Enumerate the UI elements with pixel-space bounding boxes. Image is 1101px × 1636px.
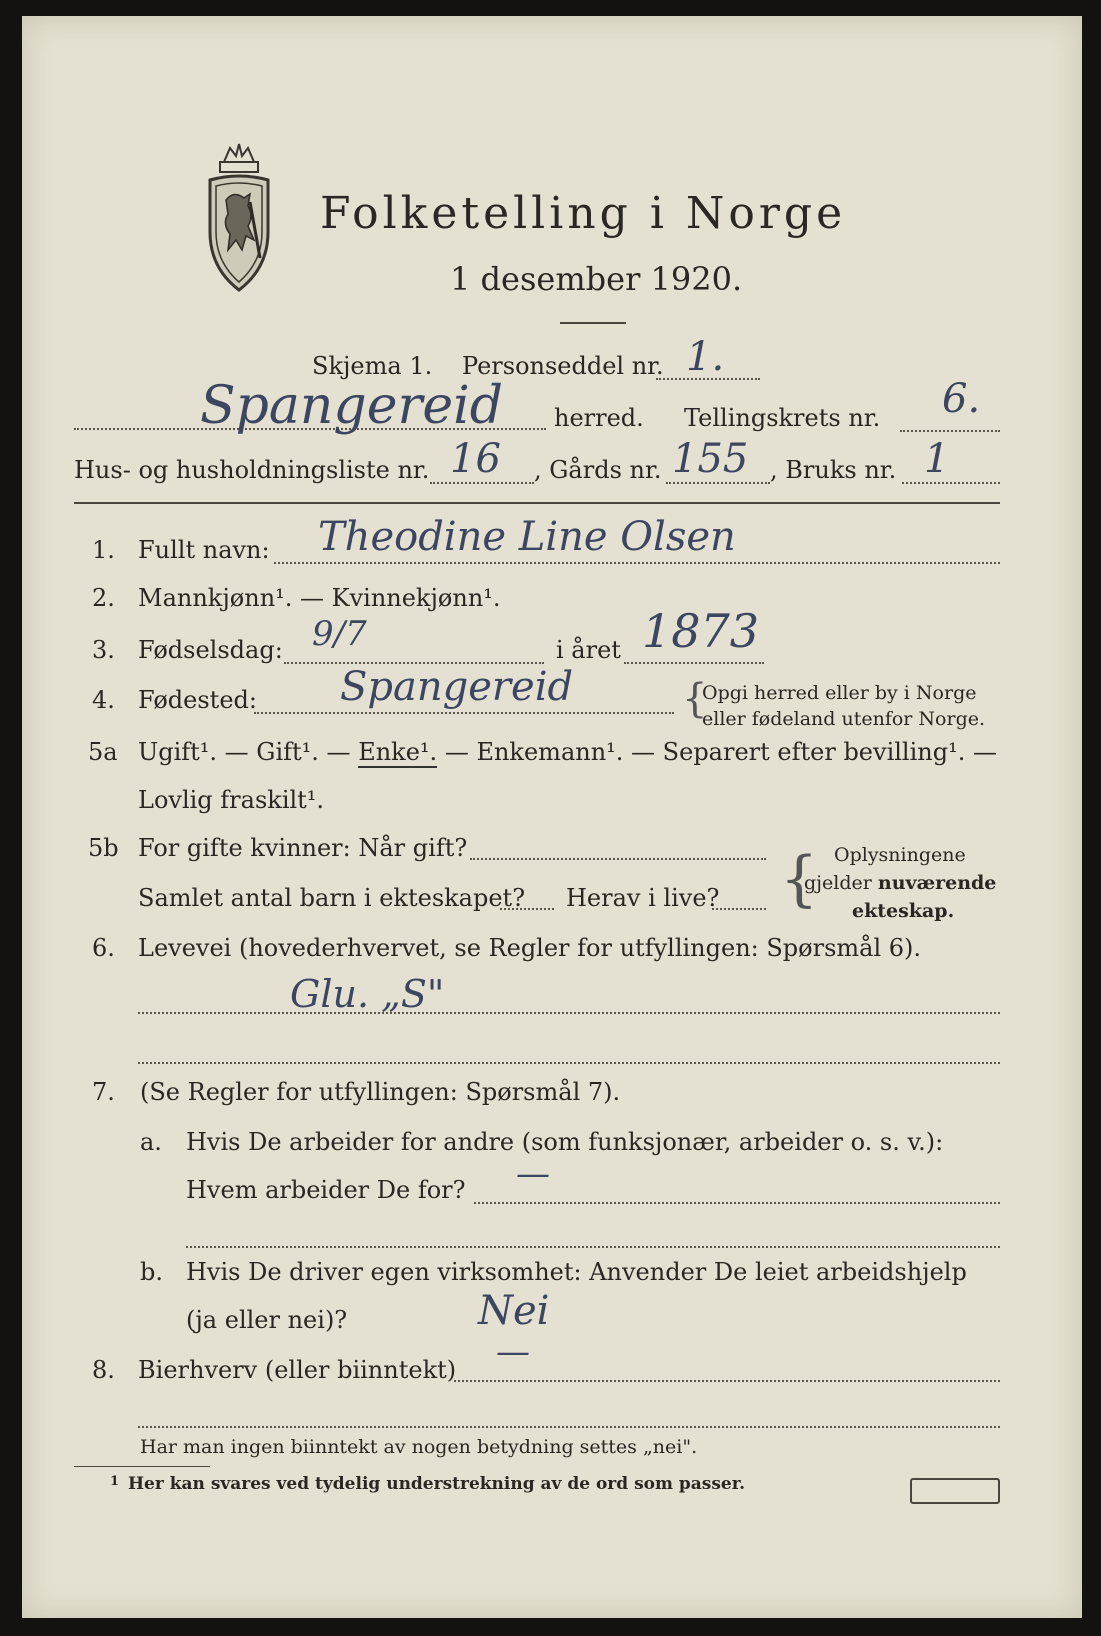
- q4-value: Spangereid: [340, 664, 574, 710]
- schema-label: Skjema 1.: [312, 352, 433, 380]
- q5b-line2a-dots: [500, 908, 554, 910]
- q5a-number: 5a: [88, 738, 118, 766]
- bruks-line: [902, 482, 1000, 484]
- footnote-mark: 1: [110, 1474, 120, 1489]
- q3-value: 9/7: [312, 614, 367, 654]
- q5a-enke: Enke¹.: [358, 738, 438, 766]
- q5b-line2b: Herav i live?: [566, 884, 720, 912]
- q7a-line2: Hvem arbeider De for?: [186, 1176, 466, 1204]
- q5b-line1-dots: [470, 858, 766, 860]
- q6-line1: [138, 1012, 1000, 1014]
- q4-note-line2: eller fødeland utenfor Norge.: [702, 708, 986, 730]
- q7a-line2-dots: [474, 1202, 1000, 1204]
- q5b-line2b-dots: [712, 908, 766, 910]
- q5b-note-line1: Oplysningene: [834, 844, 966, 866]
- q7-label: (Se Regler for utfyllingen: Spørsmål 7).: [140, 1078, 621, 1106]
- gards-value: 155: [672, 436, 749, 482]
- biinntekt-note: Har man ingen biinntekt av nogen betydning settes „nei".: [140, 1436, 698, 1458]
- q1-label: Fullt navn:: [138, 536, 270, 564]
- q6-number: 6.: [92, 934, 115, 962]
- q1-value: Theodine Line Olsen: [318, 514, 736, 560]
- q2-number: 2.: [92, 584, 115, 612]
- coat-of-arms-icon: [194, 140, 284, 295]
- tellingskrets-label: Tellingskrets nr.: [684, 404, 881, 432]
- q2-label: Mannkjønn¹. — Kvinnekjønn¹.: [138, 584, 501, 612]
- q8-line1-dots: [454, 1380, 1000, 1382]
- q5b-note-brace: {: [780, 844, 819, 914]
- personseddel-label: Personseddel nr.: [462, 352, 664, 380]
- q7b-line2: (ja eller nei)?: [186, 1306, 348, 1334]
- q7a-letter: a.: [140, 1128, 162, 1156]
- q3-year-value: 1873: [642, 604, 760, 658]
- gards-line: [666, 482, 770, 484]
- q5b-number: 5b: [88, 834, 119, 862]
- herred-label: herred.: [554, 404, 644, 432]
- q4-note-line1: Opgi herred eller by i Norge: [702, 682, 977, 704]
- q6-label: Levevei (hovederhvervet, se Regler for utfyllingen: Spørsmål 6).: [138, 934, 922, 962]
- footnote-rule: [74, 1466, 210, 1467]
- footnote-text: Her kan svares ved tydelig understrekning av de ord som passer.: [128, 1474, 746, 1494]
- bruks-label: , Bruks nr.: [770, 456, 897, 484]
- q4-number: 4.: [92, 686, 115, 714]
- header-rule: [74, 502, 1000, 504]
- form-date: 1 desember 1920.: [450, 260, 743, 298]
- census-form-sheet: [22, 16, 1082, 1618]
- q7-number: 7.: [92, 1078, 115, 1106]
- personseddel-value: 1.: [686, 334, 725, 380]
- q4-label: Fødested:: [138, 686, 257, 714]
- hus-value: 16: [450, 436, 501, 482]
- q3-label: Fødselsdag:: [138, 636, 283, 664]
- q4-note-brace: {: [682, 676, 708, 722]
- printer-stamp-icon: [910, 1478, 1000, 1504]
- q6-line2: [138, 1062, 1000, 1064]
- q5b-note-line2: gjelder nuværende: [804, 872, 997, 894]
- q7a-line3-dots: [186, 1246, 1000, 1248]
- q3-year-label: i året: [556, 636, 621, 664]
- q7a-value: —: [516, 1154, 550, 1194]
- q5b-line2a: Samlet antal barn i ekteskapet?: [138, 884, 526, 912]
- q7b-line1: Hvis De driver egen virksomhet: Anvender De leiet arbeidshjelp: [186, 1258, 967, 1286]
- q5a-options-b: — Enkemann¹. — Separert efter bevilling¹. —: [444, 738, 997, 766]
- q5a-options-a: Ugift¹. — Gift¹. —: [138, 738, 351, 766]
- tellingskrets-line: [900, 430, 1000, 432]
- q5a-line1: [138, 738, 997, 766]
- q3-number: 3.: [92, 636, 115, 664]
- form-title: Folketelling i Norge: [320, 188, 847, 239]
- q5b-note-line3: ekteskap.: [852, 900, 955, 922]
- q6-value: Glu. „S": [290, 972, 445, 1016]
- hus-label: Hus- og husholdningsliste nr.: [74, 456, 430, 484]
- q8-value: —: [496, 1332, 530, 1372]
- q8-label: Bierhverv (eller biinntekt): [138, 1356, 457, 1384]
- q5a-line2: Lovlig fraskilt¹.: [138, 786, 325, 814]
- bruks-value: 1: [924, 436, 950, 482]
- hus-line: [430, 482, 534, 484]
- q7a-line1: Hvis De arbeider for andre (som funksjonær, arbeider o. s. v.):: [186, 1128, 944, 1156]
- q8-number: 8.: [92, 1356, 115, 1384]
- q7b-value: Nei: [478, 1288, 550, 1334]
- q5b-line1: For gifte kvinner: Når gift?: [138, 834, 468, 862]
- title-divider: [560, 322, 626, 324]
- herred-value: Spangereid: [200, 376, 504, 436]
- q3-year-line: [624, 662, 764, 664]
- q1-line: [274, 562, 1000, 564]
- q1-number: 1.: [92, 536, 115, 564]
- q4-line: [254, 712, 674, 714]
- q7b-letter: b.: [140, 1258, 163, 1286]
- q8-line2-dots: [138, 1426, 1000, 1428]
- gards-label: , Gårds nr.: [534, 456, 662, 484]
- tellingskrets-value: 6.: [942, 376, 981, 422]
